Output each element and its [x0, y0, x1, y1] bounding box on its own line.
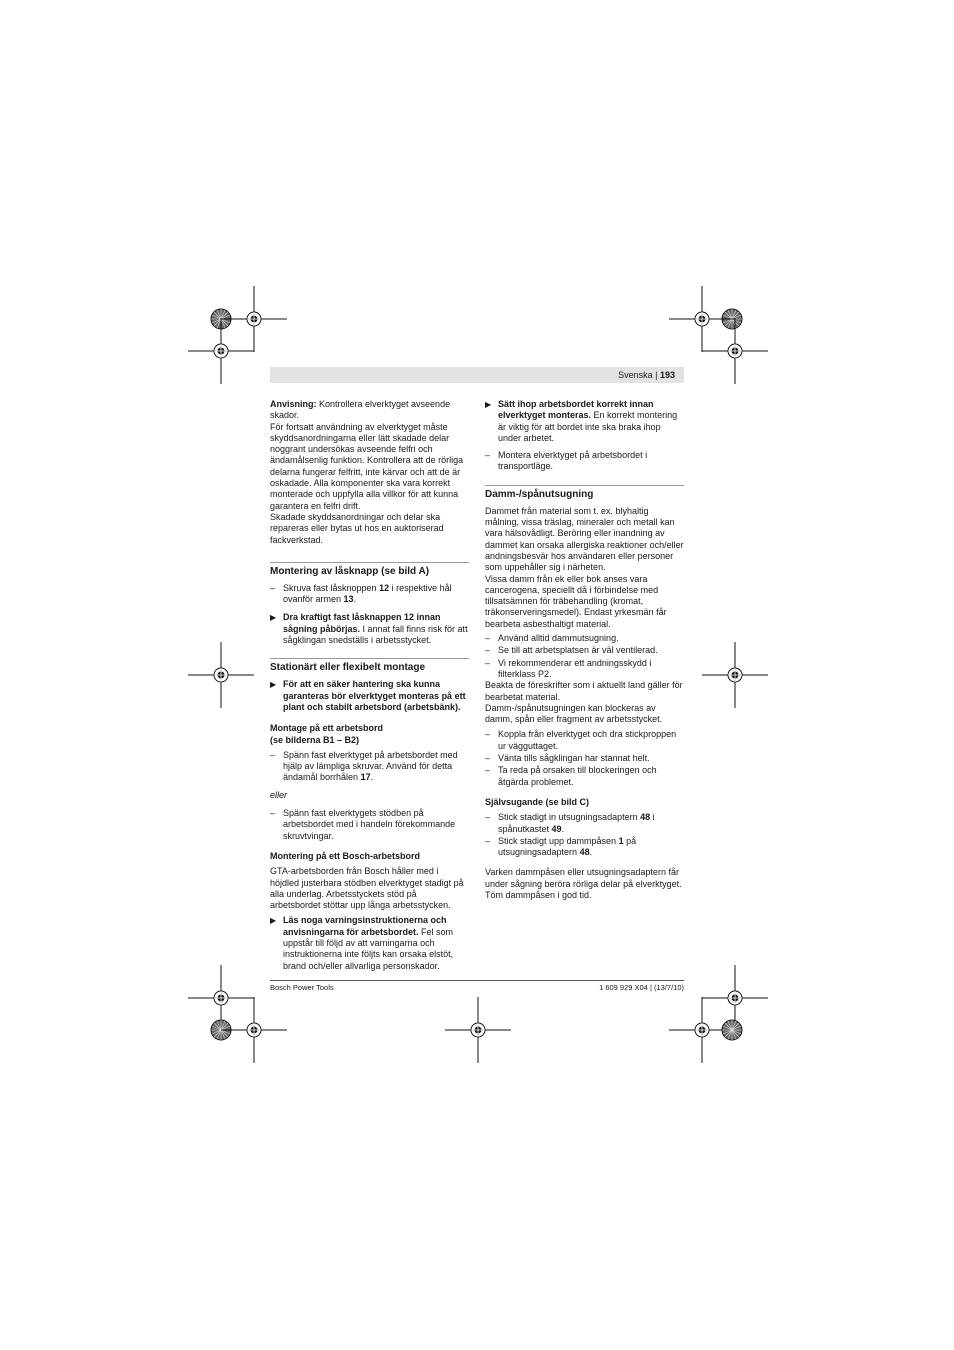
list-item	[485, 645, 684, 656]
item-text: Spänn fast elverktyget på arbetsbordet med hjälp av lämpliga skruvar. Använd för detta ändamål borrhålen	[283, 749, 458, 783]
item-text: på utsugningsadaptern	[498, 835, 637, 858]
arrow-bullet-icon: ▶	[270, 916, 277, 926]
item-text: .	[589, 847, 593, 858]
warning-bold: För att en säker hantering ska kunna garanteras bör elverktyget monteras på ett plant och stabilt arbetsbord (arbetsbänk).	[283, 679, 466, 712]
dash-bullet: –	[270, 749, 276, 760]
section-heading-dust: Damm-/spånutsugning	[485, 485, 684, 501]
warning-item	[270, 612, 469, 646]
ref-number: 13	[343, 594, 354, 605]
item-text: i spånutkastet	[498, 812, 655, 834]
warning-item	[270, 679, 469, 713]
right-column	[485, 399, 684, 901]
subheading-bosch-table: Montering på ett Bosch-arbetsbord	[270, 850, 421, 861]
section-heading-lock-knob: Montering av låsknapp (se bild A)	[270, 562, 469, 578]
dust-paragraph-1: Dammet från material som t. ex. blyhaltig målning, vissa träslag, mineraler och metall kan vara hälsovådligt. Beröring eller inandning av dammet kan orsaka allergiska reaktioner och/eller andningsbesvär hos användaren eller personer som uppehåller sig i närheten.	[485, 505, 684, 573]
item-text: .	[353, 594, 357, 605]
item-text: Skruva fast låsknoppen	[283, 582, 380, 593]
item-text: i respektive hål ovanför armen	[283, 582, 452, 605]
dash-bullet: –	[270, 582, 276, 593]
dash-bullet: –	[485, 835, 491, 846]
dash-bullet: –	[270, 808, 276, 819]
warning-text: I annat fall finns risk för att sågklingan snedställs i arbetsstycket.	[283, 623, 468, 646]
footer-doc-number: 1 609 929 X04 | (13/7/10)	[599, 983, 684, 992]
item-text: .	[561, 823, 565, 834]
or-text: eller	[270, 789, 288, 800]
ref-number: 49	[551, 823, 562, 834]
item-text: Vi rekommenderar ett andningsskydd i filterklass P2.	[498, 657, 652, 679]
list-item	[485, 753, 684, 764]
dash-bullet: –	[485, 765, 491, 776]
arrow-bullet-icon: ▶	[270, 680, 277, 690]
page-header	[270, 367, 684, 383]
dash-bullet: –	[485, 645, 491, 656]
list-item	[485, 633, 684, 644]
subheading-workbench	[270, 723, 469, 746]
subheading-line-1: Montage på ett arbetsbord	[270, 723, 384, 734]
footer-divider	[270, 980, 684, 981]
dust-paragraph-2: Vissa damm från ek eller bok anses vara cancerogena, speciellt då i förbindelse med tillsatsämnen för träbehandling (kromat, träkonserveringsmedel). Endast yrkesmän får bearbeta asbesthaltigt material.	[485, 573, 667, 629]
arrow-bullet-icon: ▶	[485, 400, 492, 409]
ref-number: 17	[360, 772, 371, 783]
dash-bullet: –	[485, 729, 491, 740]
arrow-bullet-icon: ▶	[270, 613, 277, 623]
dash-bullet: –	[485, 633, 491, 644]
warning-text: Fel som uppstår till följd av att varningarna och instruktionerna inte följts kan orsaka elstöt, brand och/eller allvarliga personskador.	[283, 926, 454, 971]
item-text: Spänn fast elverktygets stödben på arbetsbordet med i handeln förekommande skruvtvingar.	[283, 808, 456, 841]
item-text: Använd alltid dammutsugning.	[498, 633, 619, 644]
dust-paragraph-5: Varken dammpåsen eller utsugningsadaptern får under sågning beröra rörliga delar på elverktyget.	[485, 867, 682, 889]
header-text	[618, 369, 675, 381]
item-text: Stick stadigt upp dammpåsen	[498, 835, 619, 846]
list-item	[270, 750, 469, 784]
item-text: Montera elverktyget på arbetsbordet i transportläge.	[498, 450, 648, 472]
dash-bullet: –	[485, 812, 491, 823]
ref-number: 48	[579, 847, 590, 858]
warning-text: En korrekt montering är viktig för att bordet inte ska braka ihop under arbetet.	[498, 410, 678, 443]
dash-bullet: –	[485, 657, 491, 668]
gta-paragraph: GTA-arbetsborden från Bosch håller med i höjdled justerbara stödben elverktyget stadigt på alla underlag. Arbetsstyckets stöd på arbetsbordet stöttar upp långa arbetsstycken.	[270, 866, 464, 911]
item-text: Vänta tills sågklingan har stannat helt.	[498, 753, 650, 764]
warning-item	[270, 915, 469, 971]
list-item	[485, 450, 684, 473]
item-text: .	[370, 772, 374, 783]
list-item	[270, 808, 469, 842]
section-heading-mounting: Stationärt eller flexibelt montage	[270, 658, 469, 674]
dust-paragraph-3: Beakta de föreskrifter som i aktuellt land gäller för bearbetat material.	[485, 680, 683, 702]
note-paragraph-3: Skadade skyddsanordningar och delar ska repareras eller bytas ut hos en auktoriserad fackverkstad.	[270, 511, 444, 545]
warning-item	[485, 399, 684, 444]
dust-paragraph-4: Damm-/spånutsugningen kan blockeras av damm, spån eller fragment av arbetsstycket.	[485, 702, 663, 725]
item-text: Koppla från elverktyget och dra stickproppen ur vägguttaget.	[498, 729, 677, 751]
note-paragraph-2: För fortsatt användning av elverktyget måste skyddsanordningarna eller lätt skadade delar noggrant undersökas avseende felfri och ändamålsenlig funktion. Kontrollera att de rörliga delarna fungerar felfritt, inte kärvar och att de är oskadade. Alla komponenter ska vara korrekt monterade och uppfylla alla villkor för att kunna garantera en felfri drift.	[270, 421, 464, 511]
item-text: Ta reda på orsaken till blockeringen och åtgärda problemet.	[498, 765, 657, 787]
warning-bold: Sätt ihop arbetsbordet korrekt innan elverktyget monteras.	[498, 399, 654, 421]
list-item	[485, 729, 684, 752]
subheading-self-suction: Självsugande (se bild C)	[485, 796, 590, 807]
list-item	[270, 583, 469, 606]
warning-bold: Läs noga varningsinstruktionerna och anvisningarna för arbetsbordet.	[283, 915, 447, 937]
dash-bullet: –	[485, 450, 491, 461]
note-text: Kontrollera elverktyget avseende skador.	[270, 399, 451, 421]
list-item	[485, 836, 684, 859]
note-paragraph	[270, 399, 469, 422]
page-number: 193	[659, 370, 675, 380]
item-text: Se till att arbetsplatsen är väl ventilerad.	[498, 645, 658, 656]
list-item	[485, 765, 684, 788]
left-column	[270, 399, 469, 972]
ref-number: 12	[379, 582, 390, 593]
dash-bullet: –	[485, 753, 491, 764]
warning-bold: Dra kraftigt fast låsknappen 12 innan sågning påbörjas.	[283, 612, 441, 634]
footer-brand: Bosch Power Tools	[270, 983, 334, 992]
list-item	[485, 658, 684, 681]
subheading-line-2: (se bilderna B1 – B2)	[270, 734, 360, 745]
ref-number: 48	[640, 812, 651, 823]
ref-number: 1	[618, 835, 624, 846]
item-text: Stick stadigt in utsugningsadaptern	[498, 812, 641, 823]
list-item	[485, 812, 684, 835]
header-language: Svenska |	[618, 370, 658, 380]
dust-paragraph-6: Töm dammpåsen i god tid.	[485, 889, 592, 900]
note-label: Anvisning:	[270, 399, 317, 409]
